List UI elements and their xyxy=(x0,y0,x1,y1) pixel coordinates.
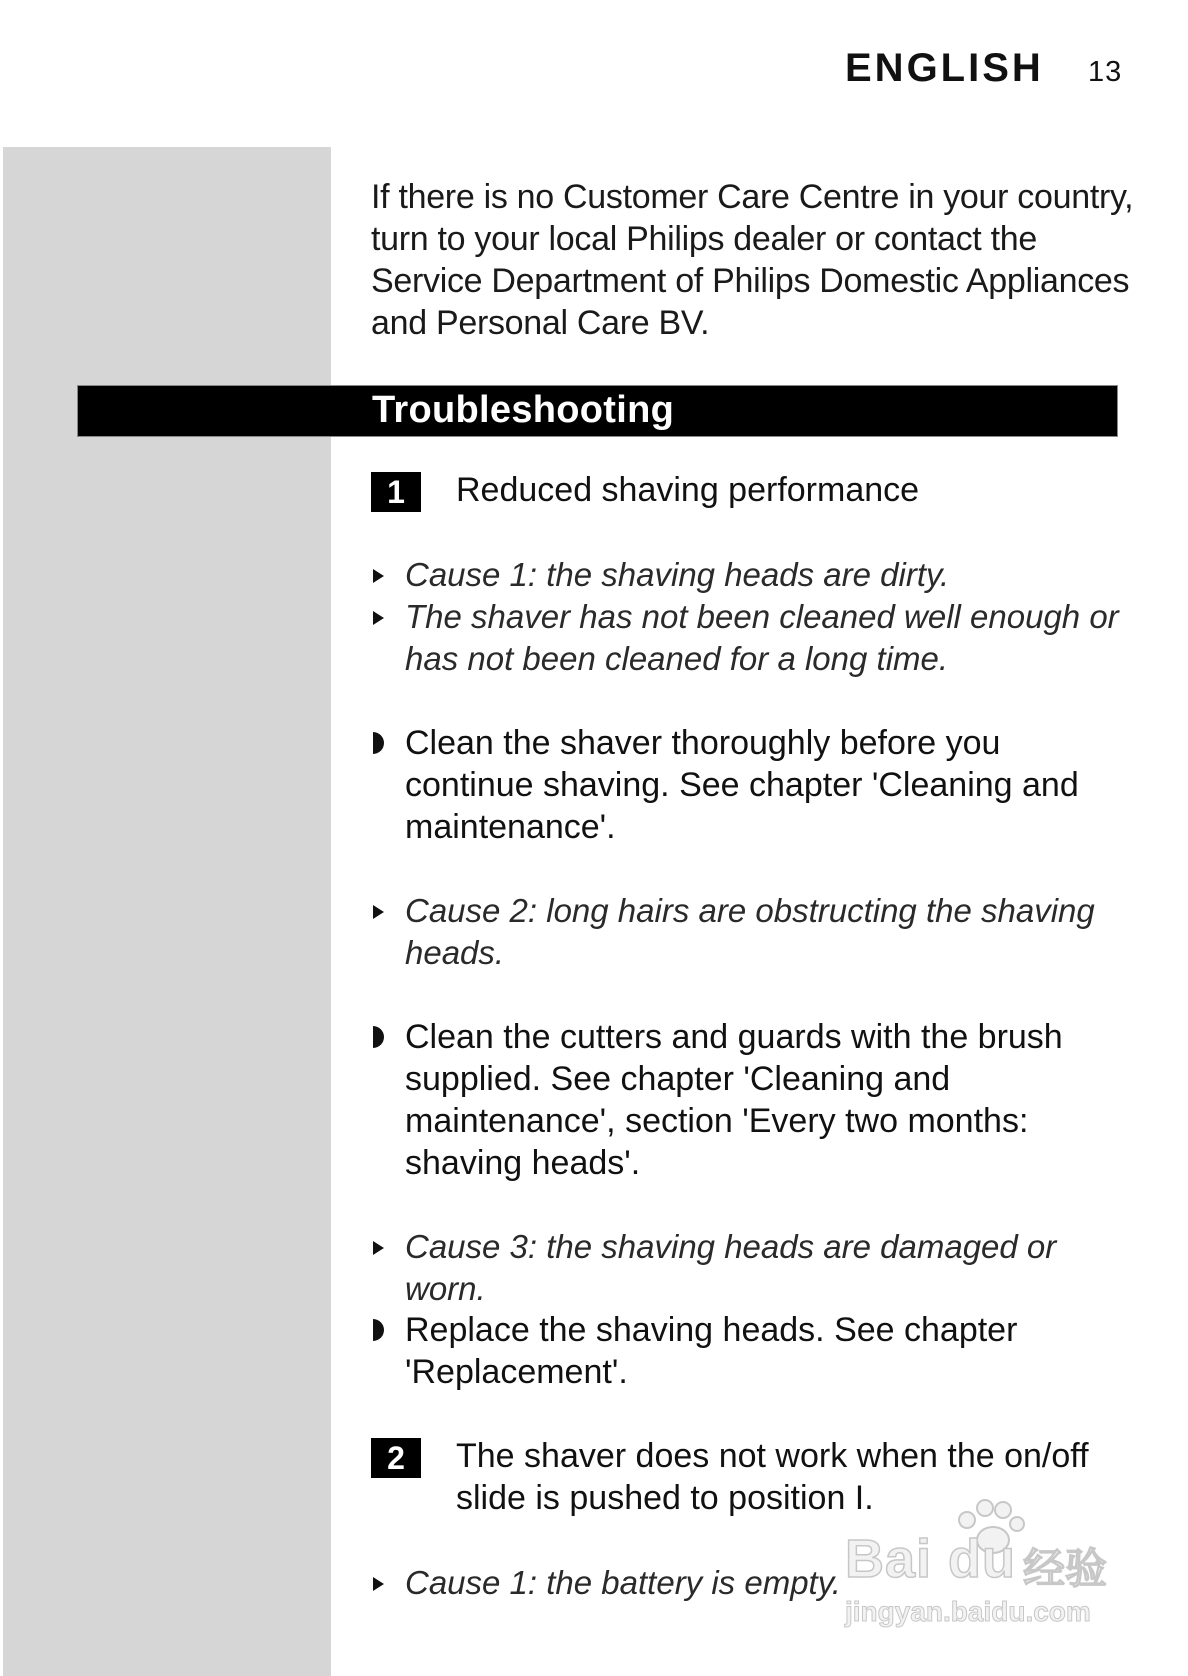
problem-number-badge: 1 xyxy=(371,472,421,512)
triangle-bullet-icon xyxy=(373,1577,384,1591)
cause-item xyxy=(371,596,1131,680)
action-text: Clean the cutters and guards with the brush supplied. See chapter 'Cleaning and maintenance', section 'Every two months: shaving heads'. xyxy=(405,1018,1063,1182)
cause-text: The shaver has not been cleaned well enough or has not been cleaned for a long time. xyxy=(405,598,1119,677)
action-item xyxy=(371,1309,1131,1393)
cause-list xyxy=(371,890,1131,974)
intro-paragraph: If there is no Customer Care Centre in your country, turn to your local Philips dealer or contact the Service Department of Philips Domestic Appliances and Personal Care BV. xyxy=(371,178,1134,342)
half-circle-bullet-icon xyxy=(373,1026,384,1048)
cause-text: Cause 3: the shaving heads are damaged or worn. xyxy=(405,1228,1057,1307)
triangle-bullet-icon xyxy=(373,611,384,625)
action-text: Replace the shaving heads. See chapter 'Replacement'. xyxy=(405,1311,1018,1391)
section-title: Troubleshooting xyxy=(372,389,675,431)
problem-number-badge: 2 xyxy=(371,1438,421,1478)
side-panel xyxy=(3,147,331,1676)
language-header: ENGLISH xyxy=(845,46,1044,90)
half-circle-bullet-icon xyxy=(373,732,384,754)
triangle-bullet-icon xyxy=(373,569,384,583)
page-number: 13 xyxy=(1088,56,1123,88)
watermark-brand: Bai du xyxy=(845,1529,1017,1589)
cause-item xyxy=(371,554,1131,596)
baidu-watermark xyxy=(845,1498,1115,1633)
cause-item xyxy=(371,1226,1131,1310)
action-item xyxy=(371,722,1131,848)
cause-list xyxy=(371,554,1131,680)
cause-text: Cause 2: long hairs are obstructing the shaving heads. xyxy=(405,892,1095,971)
watermark-cn: 经验 xyxy=(1023,1545,1108,1592)
half-circle-bullet-icon xyxy=(373,1319,384,1341)
triangle-bullet-icon xyxy=(373,905,384,919)
triangle-bullet-icon xyxy=(373,1241,384,1255)
action-item xyxy=(371,1016,1131,1184)
cause-item xyxy=(371,890,1131,974)
problem-title: Reduced shaving performance xyxy=(456,471,920,509)
section-title-bar xyxy=(78,386,1117,436)
action-text: Clean the shaver thoroughly before you continue shaving. See chapter 'Cleaning and maintenance'. xyxy=(405,724,1079,846)
cause-text: Cause 1: the shaving heads are dirty. xyxy=(405,556,950,593)
cause-text: Cause 1: the battery is empty. xyxy=(405,1564,841,1601)
watermark-url: jingyan.baidu.com xyxy=(845,1596,1091,1627)
cause-list xyxy=(371,1226,1131,1310)
problem-title: The shaver does not work when the on/off slide is pushed to position I. xyxy=(456,1437,1089,1517)
